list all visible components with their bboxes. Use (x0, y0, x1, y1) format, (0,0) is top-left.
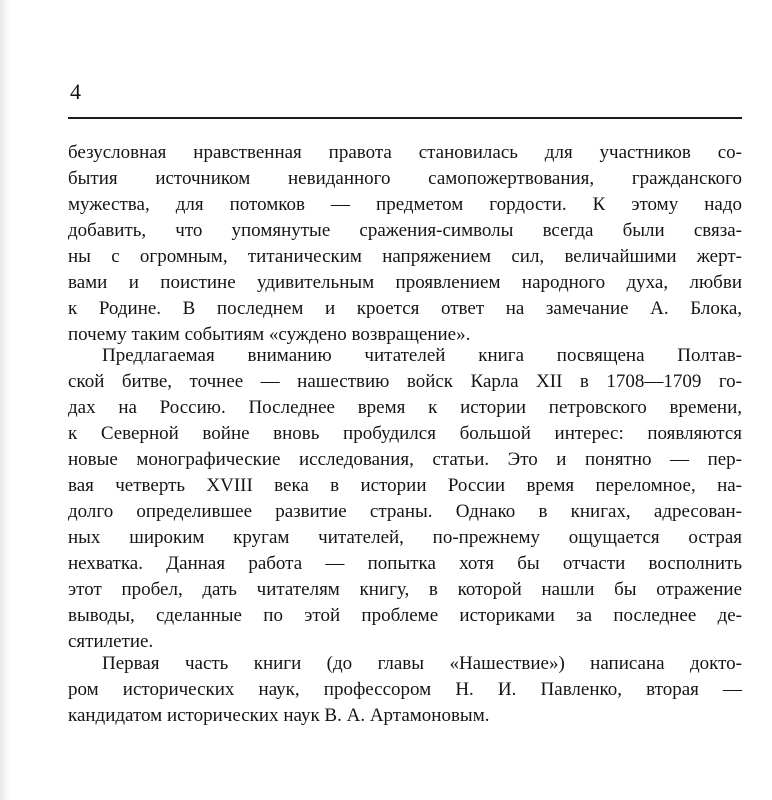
text-line: дах на Россию. Последнее время к истории петровского времени, (68, 397, 742, 418)
text-line: почему таким событиям «суждено возвращение». (68, 324, 471, 345)
text-line: долго определившее развитие страны. Однако в книгах, адресован- (68, 501, 742, 522)
text-line: ны с огромным, титаническим напряжением сил, величайшими жерт- (68, 246, 742, 267)
text-line: к Северной войне вновь пробудился большой интерес: появляются (68, 423, 742, 444)
text-line: выводы, сделанные по этой проблеме историками за последнее де- (68, 605, 742, 626)
text-line: ской битве, точнее — нашествию войск Карла XII в 1708—1709 го- (68, 371, 742, 392)
text-line: кандидатом исторических наук В. А. Артамоновым. (68, 705, 490, 726)
paragraph-1 (68, 140, 742, 348)
text-line: безусловная нравственная правота становилась для участников со- (68, 142, 742, 163)
text-line: добавить, что упомянутые сражения-символы всегда были связа- (68, 220, 742, 241)
text-line: Предлагаемая вниманию читателей книга посвящена Полтав- (102, 345, 742, 366)
text-line: ных широким кругам читателей, по-прежнему ощущается острая (68, 527, 742, 548)
header-rule (68, 117, 742, 119)
text-line: этот пробел, дать читателям книгу, в которой нашли бы отражение (68, 579, 742, 600)
text-line: к Родине. В последнем и кроется ответ на замечание А. Блока, (68, 298, 742, 319)
paragraph-2 (68, 343, 742, 655)
paragraph-3 (68, 651, 742, 729)
text-line: сятилетие. (68, 631, 154, 652)
scan-edge-shadow (0, 0, 10, 800)
text-line: бытия источником невиданного самопожертвования, гражданского (68, 168, 742, 189)
text-line: мужества, для потомков — предметом гордости. К этому надо (68, 194, 742, 215)
text-line: Первая часть книги (до главы «Нашествие») написана докто- (102, 653, 742, 674)
page-number: 4 (70, 79, 81, 104)
text-line: вая четверть XVIII века в истории России время переломное, на- (68, 475, 742, 496)
text-line: нехватка. Данная работа — попытка хотя бы отчасти восполнить (68, 553, 742, 574)
text-line: вами и поистине удивительным проявлением народного духа, любви (68, 272, 742, 293)
text-line: ром исторических наук, профессором Н. И. Павленко, вторая — (68, 679, 742, 700)
text-line: новые монографические исследования, статьи. Это и понятно — пер- (68, 449, 742, 470)
